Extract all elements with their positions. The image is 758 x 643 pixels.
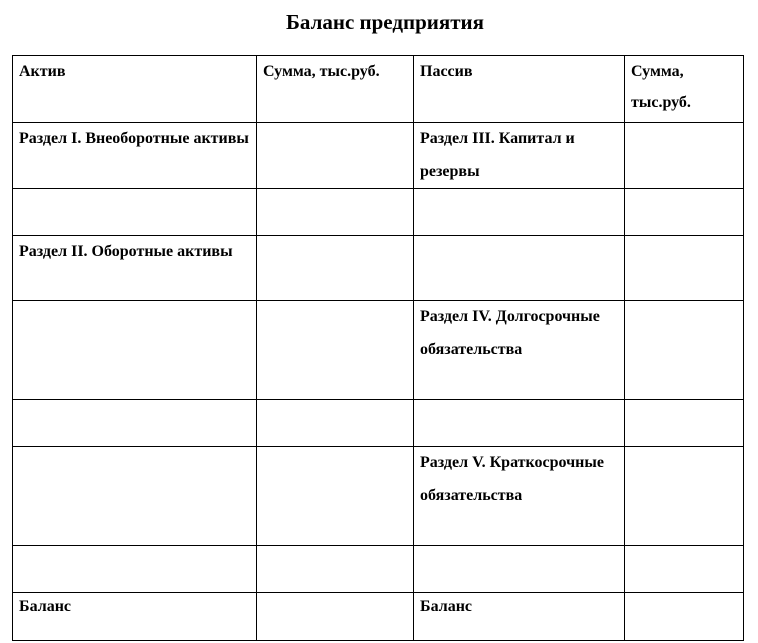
- asset-cell: [13, 546, 257, 593]
- asset-sum-cell: [257, 447, 414, 546]
- liability-sum-cell: [625, 546, 744, 593]
- balance-total-row: [13, 593, 744, 641]
- liability-cell: [414, 236, 625, 301]
- liability-cell: [414, 189, 625, 236]
- liability-cell: Раздел III. Капитал и резервы: [414, 123, 625, 189]
- liability-sum-cell: [625, 123, 744, 189]
- liability-total-cell: Баланс: [414, 593, 625, 641]
- liability-sum-cell: [625, 447, 744, 546]
- asset-cell: [13, 301, 257, 400]
- liability-cell: Раздел V. Краткосрочные обязательства: [414, 447, 625, 546]
- liability-cell: [414, 546, 625, 593]
- liability-sum-cell: [625, 236, 744, 301]
- table-row: [13, 400, 744, 447]
- header-cell-asset: Актив: [13, 56, 257, 123]
- table-row: [13, 236, 744, 301]
- asset-sum-cell: [257, 123, 414, 189]
- asset-sum-cell: [257, 236, 414, 301]
- header-cell-liability: Пассив: [414, 56, 625, 123]
- page-title: Баланс предприятия: [286, 10, 484, 34]
- asset-sum-cell: [257, 301, 414, 400]
- liability-sum-cell: [625, 301, 744, 400]
- balance-table: [12, 55, 744, 641]
- table-row: [13, 546, 744, 593]
- liability-sum-cell: [625, 400, 744, 447]
- table-row: [13, 189, 744, 236]
- asset-cell: [13, 189, 257, 236]
- asset-cell: Раздел I. Внеоборотные активы: [13, 123, 257, 189]
- header-cell-liability-sum: Сумма, тыс.руб.: [625, 56, 744, 123]
- liability-cell: Раздел IV. Долгосрочные обязательства: [414, 301, 625, 400]
- asset-cell: [13, 400, 257, 447]
- asset-sum-cell: [257, 189, 414, 236]
- asset-total-cell: Баланс: [13, 593, 257, 641]
- asset-cell: Раздел II. Оборотные активы: [13, 236, 257, 301]
- asset-sum-cell: [257, 400, 414, 447]
- table-row: [13, 447, 744, 546]
- header-cell-asset-sum: Сумма, тыс.руб.: [257, 56, 414, 123]
- liability-total-sum-cell: [625, 593, 744, 641]
- table-row: [13, 301, 744, 400]
- asset-total-sum-cell: [257, 593, 414, 641]
- table-header-row: [13, 56, 744, 123]
- liability-cell: [414, 400, 625, 447]
- table-row: [13, 123, 744, 189]
- liability-sum-cell: [625, 189, 744, 236]
- asset-sum-cell: [257, 546, 414, 593]
- asset-cell: [13, 447, 257, 546]
